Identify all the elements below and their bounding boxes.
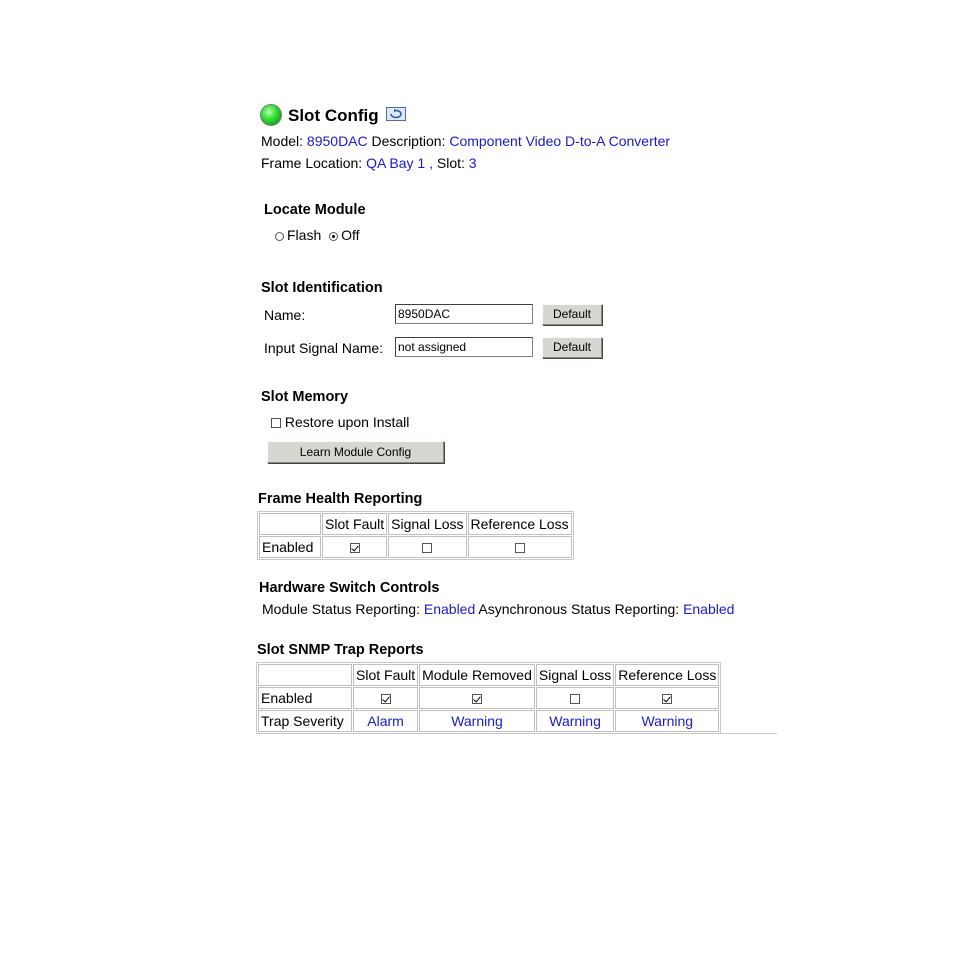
reference-loss-cell (468, 536, 572, 558)
severity-slot-fault[interactable]: Alarm (353, 710, 418, 732)
signal-loss-checkbox[interactable] (422, 543, 432, 553)
restore-option (271, 414, 409, 430)
off-radio[interactable] (329, 232, 338, 241)
table-header-cell: Reference Loss (468, 513, 572, 535)
restore-checkbox[interactable] (271, 418, 281, 428)
table-header-cell: Signal Loss (536, 664, 614, 686)
frame-location-label: Frame Location: (261, 155, 363, 171)
restore-label: Restore upon Install (284, 414, 410, 430)
slot-memory-heading: Slot Memory (261, 389, 349, 405)
async-status-value: Enabled (683, 601, 735, 617)
flash-radio[interactable] (275, 232, 284, 241)
snmp-signal-loss-checkbox[interactable] (570, 694, 580, 704)
slot-value: 3 (468, 155, 477, 171)
snmp-table (256, 662, 721, 734)
learn-module-config-button[interactable]: Learn Module Config (267, 441, 444, 463)
row-label: Enabled (258, 687, 352, 709)
refresh-arrow-icon (388, 109, 404, 119)
status-led-icon (260, 104, 282, 126)
row-label: Trap Severity (258, 710, 352, 732)
hardware-switch-heading: Hardware Switch Controls (259, 580, 440, 596)
name-default-button[interactable]: Default (542, 304, 602, 325)
snmp-module-removed-checkbox[interactable] (472, 694, 482, 704)
table-header-empty (258, 664, 352, 686)
reference-loss-checkbox[interactable] (515, 543, 525, 553)
slot-identification-heading: Slot Identification (261, 280, 383, 296)
input-signal-default-button[interactable]: Default (542, 337, 602, 358)
locate-module-heading: Locate Module (264, 202, 366, 218)
severity-reference-loss[interactable]: Warning (615, 710, 719, 732)
severity-signal-loss[interactable]: Warning (536, 710, 614, 732)
severity-module-removed[interactable]: Warning (419, 710, 535, 732)
table-row (258, 687, 719, 709)
model-value: 8950DAC (306, 133, 368, 149)
row-label: Enabled (259, 536, 321, 558)
off-label: Off (341, 227, 360, 243)
async-status-label: Asynchronous Status Reporting: (478, 601, 680, 617)
name-label: Name: (264, 307, 306, 323)
snmp-slot-fault-checkbox[interactable] (381, 694, 391, 704)
description-label: Description: (371, 133, 446, 149)
table-row (258, 710, 719, 732)
table-header-empty (259, 513, 321, 535)
module-status-value: Enabled (423, 601, 476, 617)
table-header-cell: Slot Fault (353, 664, 418, 686)
slot-fault-checkbox[interactable] (350, 543, 360, 553)
table-row (259, 513, 572, 535)
snmp-reference-loss-cell (615, 687, 719, 709)
snmp-slot-fault-cell (353, 687, 418, 709)
slot-fault-cell (322, 536, 387, 558)
locate-module-options (275, 227, 360, 243)
frame-health-heading: Frame Health Reporting (258, 491, 423, 507)
snmp-signal-loss-cell (536, 687, 614, 709)
input-signal-input[interactable]: not assigned (395, 337, 533, 357)
table-row (258, 664, 719, 686)
model-label: Model: (261, 133, 304, 149)
flash-label: Flash (287, 227, 322, 243)
frame-health-table (257, 511, 574, 560)
description-value: Component Video D-to-A Converter (449, 133, 671, 149)
input-signal-label: Input Signal Name: (264, 340, 384, 356)
module-status-label: Module Status Reporting: (262, 601, 420, 617)
snmp-module-removed-cell (419, 687, 535, 709)
refresh-icon[interactable] (386, 107, 406, 121)
snmp-heading: Slot SNMP Trap Reports (257, 642, 424, 658)
frame-location-line (261, 155, 477, 171)
table-header-cell: Slot Fault (322, 513, 387, 535)
frame-location-value: QA Bay 1 , (366, 155, 433, 171)
model-line (261, 133, 670, 149)
table-row (259, 536, 572, 558)
table-header-cell: Reference Loss (615, 664, 719, 686)
slot-label: Slot: (436, 155, 465, 171)
name-input[interactable]: 8950DAC (395, 304, 533, 324)
table-header-cell: Module Removed (419, 664, 535, 686)
snmp-reference-loss-checkbox[interactable] (662, 694, 672, 704)
table-header-cell: Signal Loss (388, 513, 466, 535)
page-title: Slot Config (288, 106, 379, 125)
divider (256, 733, 777, 734)
hardware-switch-line (262, 601, 734, 617)
signal-loss-cell (388, 536, 466, 558)
